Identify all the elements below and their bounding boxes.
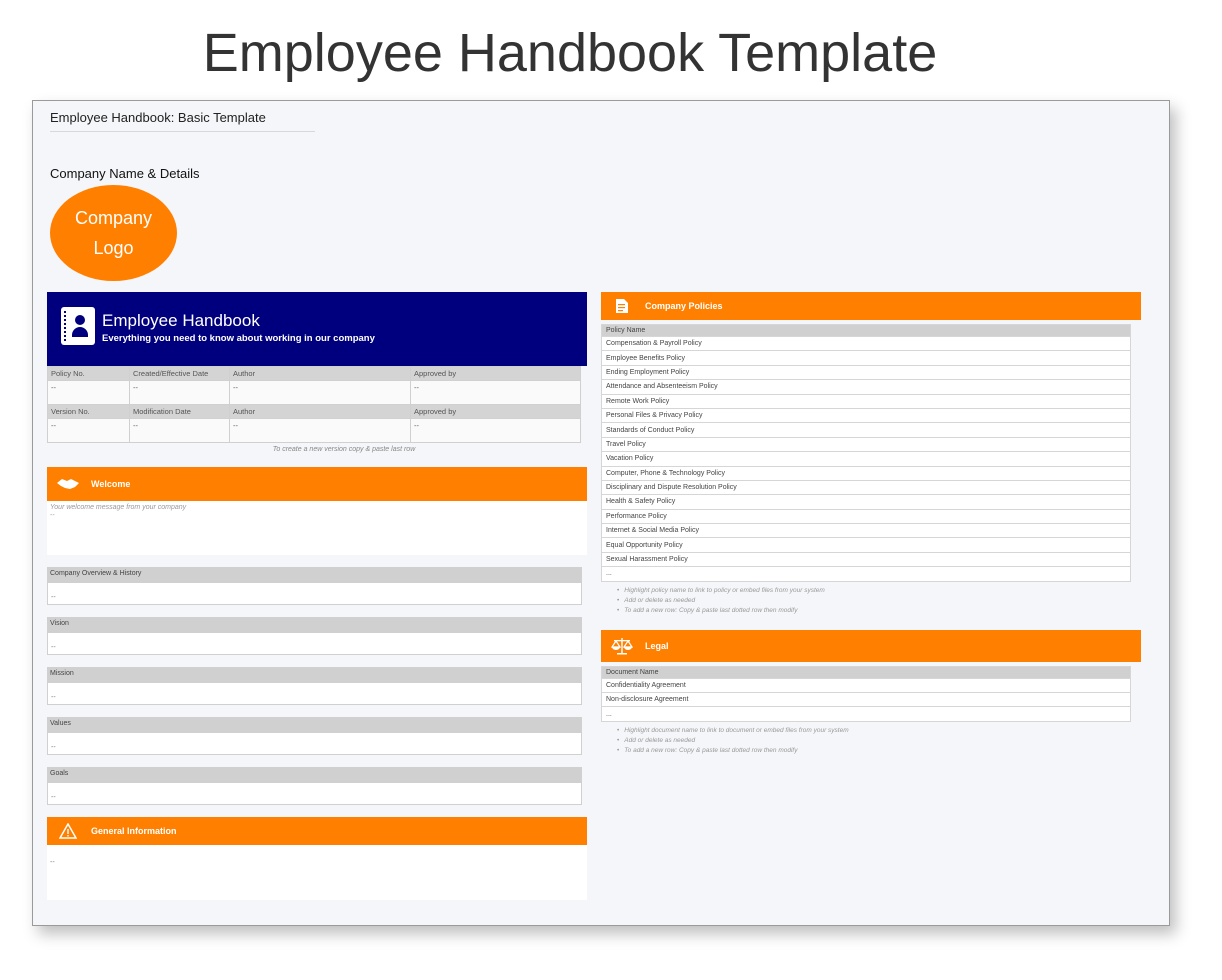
meta-cell[interactable]: -- — [130, 419, 230, 443]
scales-icon — [609, 638, 635, 654]
section-value[interactable]: -- — [47, 732, 582, 755]
meta-cell[interactable]: -- — [130, 381, 230, 405]
note-item: • Highlight document name to link to document or embed files from your system — [617, 726, 1141, 736]
list-item-label[interactable]: Compensation & Payroll Policy — [602, 337, 1131, 351]
note-item: • To add a new row: Copy & paste last dotted row then modify — [617, 746, 1141, 756]
info-sections — [47, 567, 587, 805]
section-label: Company Overview & History — [47, 567, 582, 582]
welcome-header — [47, 467, 587, 501]
section-company-overview-history — [47, 567, 587, 605]
list-header: Document Name — [602, 666, 1131, 678]
section-values — [47, 717, 587, 755]
welcome-title: Welcome — [91, 479, 131, 489]
handshake-icon — [55, 476, 81, 492]
meta-header-row — [48, 405, 581, 419]
list-item-label[interactable]: Disciplinary and Dispute Resolution Policy — [602, 480, 1131, 494]
list-item[interactable] — [602, 337, 1131, 351]
list-item-label[interactable]: Equal Opportunity Policy — [602, 538, 1131, 552]
section-vision — [47, 617, 587, 655]
note-item: • Add or delete as needed — [617, 596, 1141, 606]
section-label: Goals — [47, 767, 582, 782]
list-item-label[interactable]: Performance Policy — [602, 509, 1131, 523]
list-item[interactable] — [602, 552, 1131, 566]
meta-cell: Created/Effective Date — [130, 367, 230, 381]
section-mission — [47, 667, 587, 705]
meta-cell: Approved by — [411, 367, 581, 381]
handbook-subtitle: Everything you need to know about working in our company — [102, 333, 375, 344]
meta-cell: Approved by — [411, 405, 581, 419]
list-item[interactable] — [602, 480, 1131, 494]
legal-header — [601, 630, 1141, 662]
policies-header — [601, 292, 1141, 320]
list-item[interactable] — [602, 365, 1131, 379]
list-item-label[interactable]: ... — [602, 567, 1131, 581]
list-item-label[interactable]: Attendance and Absenteeism Policy — [602, 380, 1131, 394]
meta-value-row — [48, 381, 581, 405]
list-item-label[interactable]: Standards of Conduct Policy — [602, 423, 1131, 437]
list-item-label[interactable]: Non-disclosure Agreement — [602, 693, 1131, 707]
note-item: • Add or delete as needed — [617, 736, 1141, 746]
policies-table — [601, 324, 1131, 582]
meta-cell: Policy No. — [48, 367, 130, 381]
list-item[interactable] — [602, 538, 1131, 552]
list-item-label[interactable]: Sexual Harassment Policy — [602, 552, 1131, 566]
list-item-label[interactable]: ... — [602, 707, 1131, 721]
legal-notes — [601, 722, 1141, 756]
meta-cell[interactable]: -- — [48, 381, 130, 405]
list-item[interactable] — [602, 524, 1131, 538]
list-item-label[interactable]: Remote Work Policy — [602, 394, 1131, 408]
section-label: Vision — [47, 617, 582, 632]
welcome-section — [47, 467, 587, 555]
list-item[interactable] — [602, 408, 1131, 422]
section-value[interactable]: -- — [47, 682, 582, 705]
legal-section — [601, 630, 1141, 756]
policies-title: Company Policies — [645, 301, 723, 311]
meta-cell: Author — [230, 367, 411, 381]
policy-meta-table — [47, 366, 581, 443]
general-info-body[interactable]: -- — [47, 845, 587, 900]
welcome-value: -- — [50, 512, 55, 519]
meta-cell[interactable]: -- — [230, 419, 411, 443]
list-item-label[interactable]: Confidentiality Agreement — [602, 678, 1131, 692]
note-item: • Highlight policy name to link to policy or embed files from your system — [617, 586, 1141, 596]
list-item[interactable] — [602, 437, 1131, 451]
list-item[interactable] — [602, 394, 1131, 408]
warning-icon — [55, 823, 81, 839]
list-item-label[interactable]: Travel Policy — [602, 437, 1131, 451]
list-item-label[interactable]: Health & Safety Policy — [602, 495, 1131, 509]
general-info-title: General Information — [91, 826, 177, 836]
list-item-label[interactable]: Personal Files & Privacy Policy — [602, 408, 1131, 422]
list-item-label[interactable]: Vacation Policy — [602, 452, 1131, 466]
list-item[interactable] — [602, 380, 1131, 394]
welcome-body[interactable] — [47, 501, 587, 555]
meta-cell: Version No. — [48, 405, 130, 419]
meta-note: To create a new version copy & paste last row — [272, 446, 416, 453]
document-icon — [609, 298, 635, 314]
list-item-label[interactable]: Computer, Phone & Technology Policy — [602, 466, 1131, 480]
list-item[interactable] — [602, 351, 1131, 365]
section-value[interactable]: -- — [47, 632, 582, 655]
list-item-label[interactable]: Internet & Social Media Policy — [602, 524, 1131, 538]
list-header-row — [602, 666, 1131, 678]
list-item[interactable] — [602, 495, 1131, 509]
legal-table — [601, 666, 1131, 722]
company-logo — [50, 185, 177, 281]
handbook-banner — [47, 292, 587, 366]
list-header: Policy Name — [602, 325, 1131, 337]
logo-text: Company Logo — [74, 208, 153, 258]
welcome-placeholder: Your welcome message from your company — [50, 504, 187, 511]
list-item-label[interactable]: Ending Employment Policy — [602, 365, 1131, 379]
note-item: • To add a new row: Copy & paste last dotted row then modify — [617, 606, 1141, 616]
meta-cell[interactable]: -- — [48, 419, 130, 443]
meta-header-row — [48, 367, 581, 381]
meta-cell[interactable]: -- — [411, 381, 581, 405]
list-item[interactable] — [602, 678, 1131, 692]
meta-cell[interactable]: -- — [230, 381, 411, 405]
list-item[interactable] — [602, 452, 1131, 466]
general-info-header — [47, 817, 587, 845]
template-label: Employee Handbook: Basic Template — [50, 110, 315, 132]
address-book-icon — [61, 307, 95, 345]
meta-value-row — [48, 419, 581, 443]
list-item[interactable] — [602, 466, 1131, 480]
list-item[interactable] — [602, 509, 1131, 523]
section-label: Mission — [47, 667, 582, 682]
list-item-label[interactable]: Employee Benefits Policy — [602, 351, 1131, 365]
section-goals — [47, 767, 587, 805]
list-header-row — [602, 325, 1131, 337]
list-item[interactable] — [602, 567, 1131, 581]
legal-title: Legal — [645, 640, 669, 651]
section-value[interactable]: -- — [47, 782, 582, 805]
policies-notes — [601, 582, 1141, 616]
list-item[interactable] — [602, 693, 1131, 707]
list-item[interactable] — [602, 707, 1131, 721]
page-title: Employee Handbook Template — [202, 23, 938, 83]
general-info-section — [47, 817, 587, 900]
handbook-sheet — [32, 100, 1170, 926]
right-column — [601, 292, 1141, 756]
meta-cell[interactable]: -- — [411, 419, 581, 443]
list-item[interactable] — [602, 423, 1131, 437]
meta-cell: Author — [230, 405, 411, 419]
section-label: Values — [47, 717, 582, 732]
meta-cell: Modification Date — [130, 405, 230, 419]
company-details-label: Company Name & Details — [50, 166, 200, 181]
section-value[interactable]: -- — [47, 582, 582, 605]
left-column — [47, 292, 587, 900]
handbook-title: Employee Handbook — [102, 311, 260, 330]
